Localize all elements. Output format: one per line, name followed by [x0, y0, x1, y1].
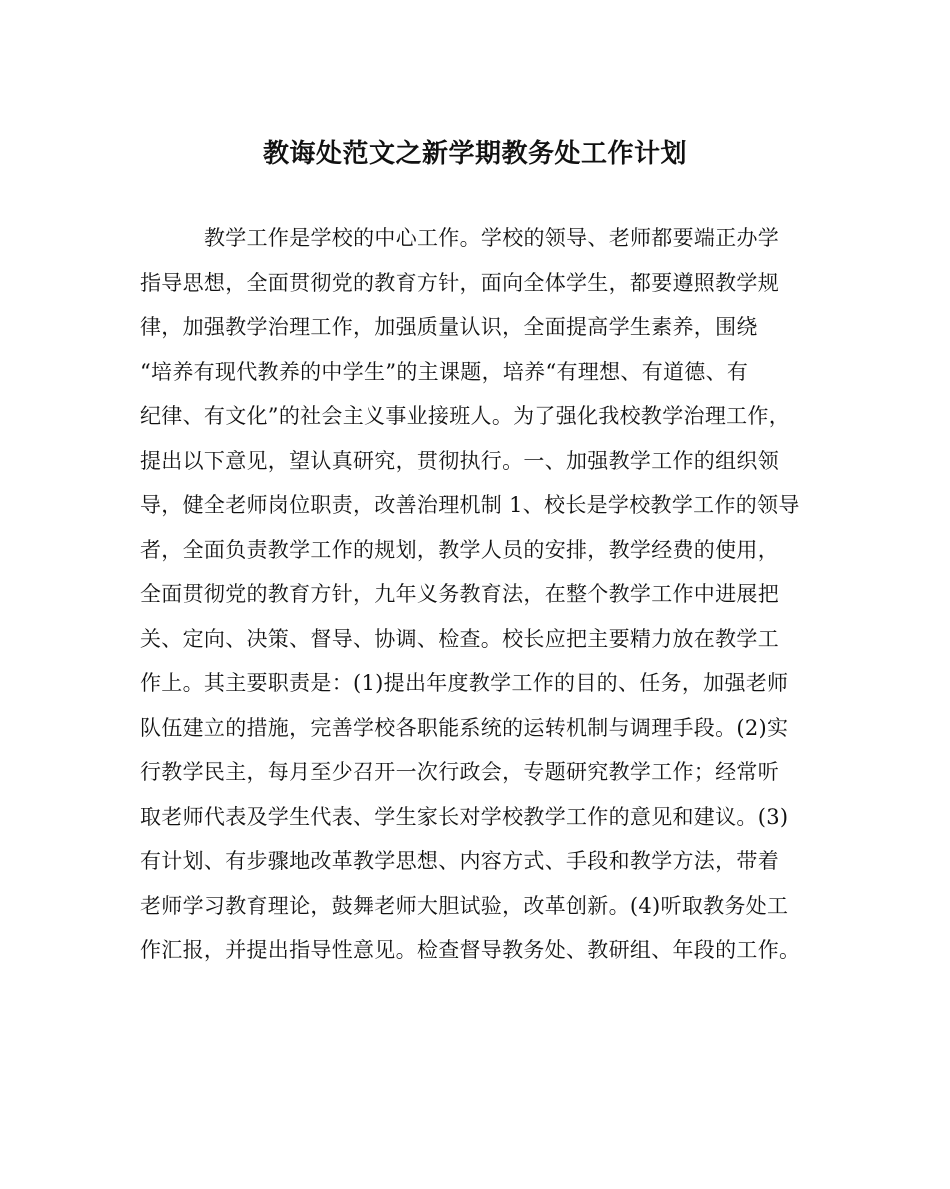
body-line: 全面贯彻党的教育方针，九年义务教育法，在整个教学工作中进展把 [140, 582, 779, 606]
body-line: 导，健全老师岗位职责，改善治理机制 1、校长是学校教学工作的领导 [140, 493, 800, 517]
body-line: 老师学习教育理论，鼓舞老师大胆试验，改革创新。(4)听取教务处工 [140, 893, 789, 918]
body-line: 队伍建立的措施，完善学校各职能系统的运转机制与调理手段。(2)实 [140, 715, 789, 740]
document-body [140, 216, 820, 973]
body-line: 有计划、有步骤地改革教学思想、内容方式、手段和教学方法，带着 [140, 849, 779, 873]
body-line: 关、定向、决策、督导、协调、检查。校长应把主要精力放在教学工 [140, 626, 779, 651]
body-line: “培养有现代教养的中学生”的主课题，培养“有理想、有道德、有 [140, 359, 749, 384]
body-line: 行教学民主，每月至少召开一次行政会，专题研究教学工作；经常听 [140, 760, 779, 784]
body-line: 取老师代表及学生代表、学生家长对学校教学工作的意见和建议。(3) [140, 804, 789, 829]
body-line: 者，全面负责教学工作的规划，教学人员的安排，教学经费的使用， [140, 537, 779, 562]
body-line: 作汇报，并提出指导性意见。检查督导教务处、教研组、年段的工作。 [140, 938, 801, 962]
body-line: 指导思想，全面贯彻党的教育方针，面向全体学生，都要遵照教学规 [140, 270, 779, 295]
document-title: 教诲处范文之新学期教务处工作计划 [262, 139, 687, 169]
body-line: 教学工作是学校的中心工作。学校的领导、老师都要端正办学 [204, 226, 780, 250]
body-line: 律，加强教学治理工作，加强质量认识，全面提高学生素养，围绕 [140, 315, 758, 339]
body-line: 提出以下意见，望认真研究，贯彻执行。一、加强教学工作的组织领 [140, 448, 779, 473]
body-line: 作上。其主要职责是：(1)提出年度教学工作的目的、任务，加强老师 [140, 671, 789, 695]
body-line: 纪律、有文化”的社会主义事业接班人。为了强化我校教学治理工作， [140, 404, 791, 428]
